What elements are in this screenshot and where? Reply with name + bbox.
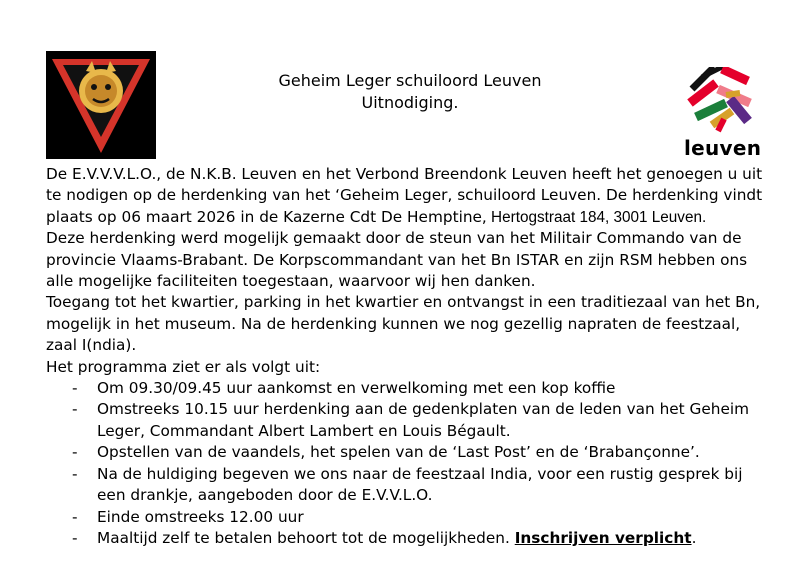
bullet-dash: - <box>72 400 78 419</box>
title-line-1: Geheim Leger schuiloord Leuven <box>278 71 542 90</box>
access-paragraph: Toegang tot het kwartier, parking in het kwartier en ontvangst in een traditiezaal van het Bn, mogelijk in het museum. Na de herdenking kunnen we nog gezellig napraten de feestzaal, zaal I(ndia). <box>46 293 761 355</box>
program-item-text: Einde omstreeks 12.00 uur <box>97 507 304 526</box>
list-item <box>46 442 768 463</box>
program-item-text: Maaltijd zelf te betalen behoort tot de mogelijkheden. <box>97 528 515 547</box>
bullet-dash: - <box>72 443 78 462</box>
document-title <box>200 70 620 114</box>
program-item-text: Omstreeks 10.15 uur herdenking aan de gedenkplaten van de leden van het Geheim Leger, Commandant Albert Lambert en Louis Bégault. <box>97 400 750 440</box>
bullet-dash: - <box>72 528 78 547</box>
registration-required-text: Inschrijven verplicht <box>514 528 692 547</box>
bullet-dash: - <box>72 507 78 526</box>
support-paragraph: Deze herdenking werd mogelijk gemaakt door de steun van het Militair Commando van de provincie Vlaams-Brabant. De Korpscommandant van het Bn ISTAR en zijn RSM hebben ons alle mogelijke faciliteiten toegestaan, waarvoor wij hen danken. <box>46 229 748 291</box>
program-item-text: Opstellen van de vaandels, het spelen van de ‘Last Post’ en de ‘Brabançonne’. <box>97 443 700 462</box>
leuven-city-logo <box>684 67 760 161</box>
list-item <box>46 399 768 442</box>
program-intro: Het programma ziet er als volgt uit: <box>46 357 321 376</box>
program-item-text: Om 09.30/09.45 uur aankomst en verwelkoming met een kop koffie <box>97 379 616 398</box>
program-item-text: Na de huldiging begeven we ons naar de feestzaal India, voor een rustig gesprek bij een drankje, aangeboden door de E.V.V.L.O. <box>97 464 743 505</box>
title-line-2: Uitnodiging. <box>361 93 459 112</box>
list-item <box>46 507 768 528</box>
list-item <box>46 464 768 507</box>
invitation-body <box>46 164 768 549</box>
program-list <box>46 378 768 549</box>
list-item <box>46 378 768 399</box>
evvvlo-emblem-logo <box>46 51 156 159</box>
intro-paragraph <box>46 164 768 228</box>
intro-text: De E.V.V.V.L.O., de N.K.B. Leuven en het Verbond Breendonk Leuven heeft het genoegen u uit te nodigen op de herdenking van het ‘Geheim Leger, schuiloord Leuven. De herdenking vindt plaats op 06 maart 2026 in de Kazerne Cdt De Hemptine, <box>46 165 763 226</box>
list-item <box>46 528 768 549</box>
bullet-dash: - <box>72 379 78 398</box>
leuven-wordmark: leuven <box>684 136 762 160</box>
program-item-tail: . <box>691 528 697 547</box>
bullet-dash: - <box>72 464 78 483</box>
address-text: Hertogstraat 184, 3001 Leuven. <box>486 208 707 226</box>
